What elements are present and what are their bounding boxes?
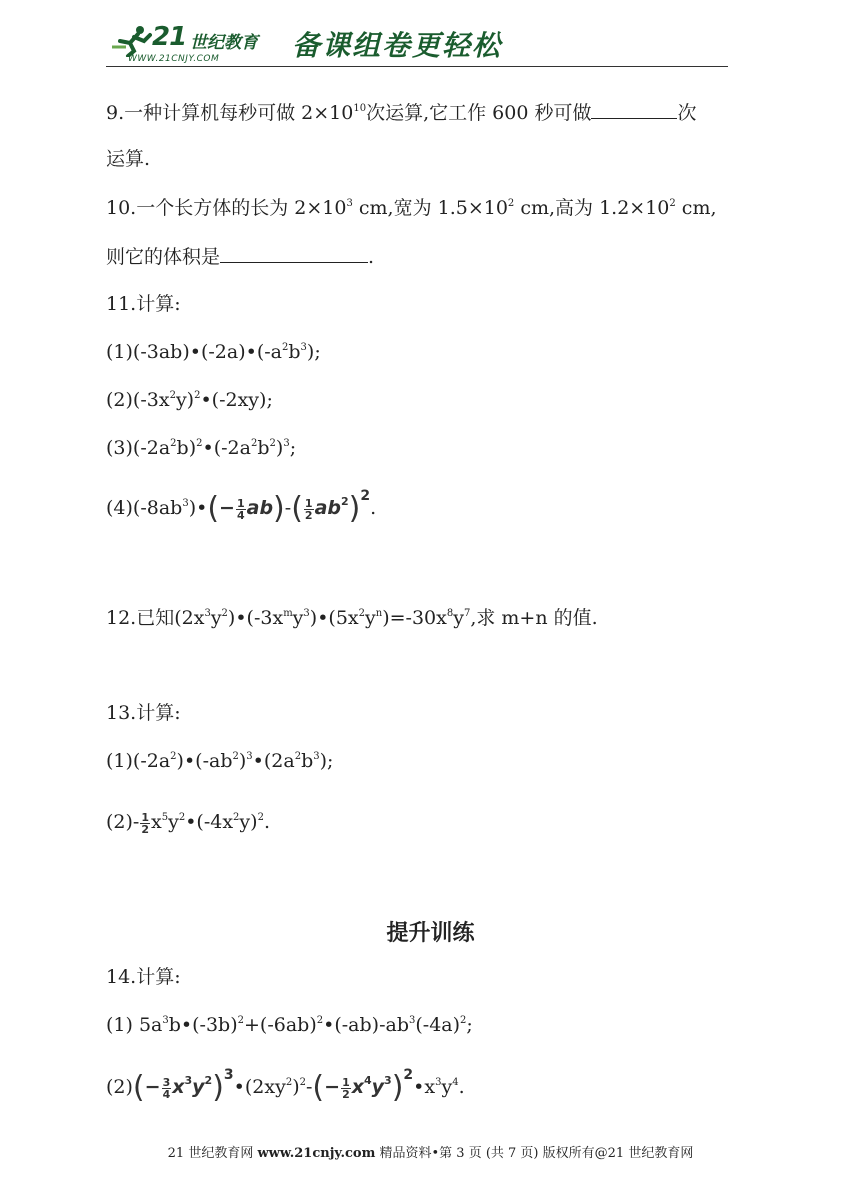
question-11-part-2: $(2)(-3x^2y)^2•(-2xy)$; — [106, 389, 273, 411]
footer-site-link[interactable]: www.21cnjy.com — [257, 1146, 376, 1161]
question-11-part-3: $(3)(-2a^2b)^2•(-2a^2b^2)^3$; — [106, 437, 297, 459]
question-10-line-2: 则它的体积是 . — [106, 246, 375, 268]
logo-url: WWW.21CNJY.COM — [128, 54, 220, 64]
question-9-line-1: 9.一种计算机每秒可做 $2\times 10^{10}$次运算,它工作 600 秒可做 次 — [106, 102, 697, 124]
question-14-part-1: (1) $5a^3b•(-3b)^2+(-6ab)^2•(-ab)-ab^3(-4a)^2$; — [106, 1014, 473, 1036]
fraction: $\frac{1}{2}$ — [141, 810, 149, 836]
section-title: 提升训练 — [386, 921, 475, 946]
page-footer: 21 世纪教育网 www.21cnjy.com 精品资料•第 3 页 (共 7 页) 版权所有@21 世纪教育网 — [167, 1146, 694, 1161]
fraction: $\frac{1}{2}$ — [342, 1075, 350, 1101]
answer-blank — [220, 244, 368, 263]
question-13-part-1: $(1)(-2a^2)•(-ab^2)^3•(2a^2b^3)$; — [106, 750, 334, 772]
runner-logo-icon — [112, 25, 152, 57]
question-10-line-1: 10.一个长方体的长为 $2\times 10^3$ cm,宽为 $1.5\times 10^2$ cm,高为 $1.2\times 10^2$ cm, — [106, 197, 717, 219]
fraction: $\frac{1}{2}$ — [304, 496, 313, 522]
question-11-part-4: $(4)(-8ab^3)•(-$ $\frac{1}{4}$ ab)-( $\frac{1}{2}$ $ab^2)^2$. — [106, 488, 377, 526]
question-14-part-2: (2)(− $\frac{3}{4}$ $x^3y^2)^3•(2xy^2)^2-(-$ $\frac{1}{2}$ $x^4y^3)^2•x^3y^4$. — [106, 1067, 465, 1105]
question-14-title: 14.计算: — [106, 966, 181, 988]
question-12: 12.已知$(2x^3y^2)•(-3x^my^3)•(5x^2y^n)=-30x^8y^7$,求 m+n 的值. — [106, 607, 598, 629]
fraction: $\frac{1}{4}$ — [236, 496, 245, 522]
question-11-title: 11.计算: — [106, 293, 181, 315]
page-header — [106, 22, 728, 70]
question-9-line-2: 运算. — [106, 148, 151, 170]
header-slogan: 备课组卷更轻松 — [292, 29, 503, 62]
answer-blank — [591, 100, 677, 119]
question-13-part-2: (2)- $\frac{1}{2}$ $x^5y^2•(-4x^2y)^2$. — [106, 810, 270, 836]
logo-number: 21 — [152, 22, 187, 52]
question-13-title: 13.计算: — [106, 702, 181, 724]
logo-text: 世纪教育 — [190, 33, 258, 53]
question-11-part-1: $(1)(-3ab)•(-2a)•(-a^2b^3)$; — [106, 341, 321, 363]
header-rule — [106, 66, 728, 67]
fraction: $\frac{3}{4}$ — [162, 1075, 171, 1101]
